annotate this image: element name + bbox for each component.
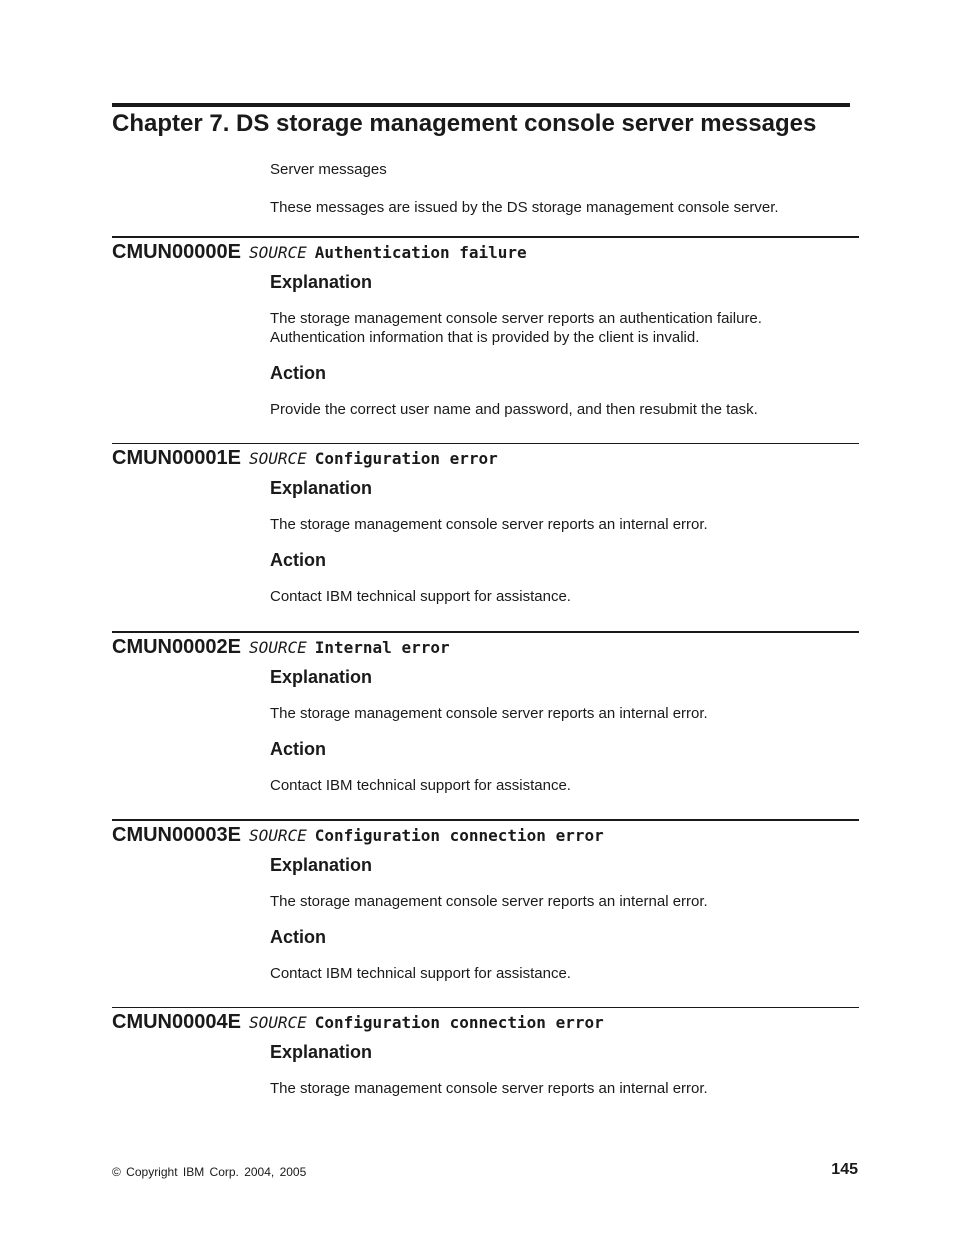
explanation-heading: Explanation (270, 1042, 373, 1062)
explanation-text (270, 515, 859, 534)
message-source: SOURCE (248, 243, 307, 262)
message-rule (112, 443, 859, 444)
explanation-line: The storage management console server reports an internal error. (270, 516, 708, 533)
chapter-title: Chapter 7. DS storage management console server messages (112, 110, 817, 137)
chapter-intro: Server messages (270, 161, 387, 178)
message-header (112, 822, 859, 848)
message-rule (112, 236, 859, 238)
explanation-text (270, 704, 859, 723)
chapter-rule (112, 103, 850, 107)
message-cmun00000e (112, 236, 859, 419)
explanation-line: The storage management console server reports an internal error. (270, 705, 708, 722)
explanation-line: The storage management console server reports an internal error. (270, 893, 708, 910)
action-text: Contact IBM technical support for assistance. (270, 965, 571, 982)
action-heading: Action (270, 739, 326, 759)
explanation-heading: Explanation (270, 478, 373, 498)
footer-copyright: © Copyright IBM Corp. 2004, 2005 (112, 1165, 307, 1179)
chapter-description: These messages are issued by the DS storage management console server. (270, 199, 779, 216)
explanation-heading: Explanation (270, 667, 373, 687)
message-cmun00003e (112, 819, 859, 983)
message-id: CMUN00004E (112, 1011, 241, 1033)
message-source: SOURCE (248, 826, 307, 845)
message-cmun00004e (112, 1007, 859, 1098)
message-cmun00001e (112, 443, 859, 606)
explanation-text (270, 892, 859, 911)
message-text: Configuration connection error (314, 826, 604, 845)
message-text: Authentication failure (314, 243, 527, 262)
message-text: Configuration error (314, 449, 498, 468)
action-heading: Action (270, 927, 326, 947)
message-cmun00002e (112, 631, 859, 795)
message-source: SOURCE (248, 449, 307, 468)
message-header (112, 1009, 859, 1035)
message-rule (112, 819, 859, 821)
action-text: Contact IBM technical support for assistance. (270, 588, 571, 605)
message-rule (112, 631, 859, 633)
message-rule (112, 1007, 859, 1008)
action-text: Provide the correct user name and password, and then resubmit the task. (270, 401, 758, 418)
explanation-text (270, 1079, 859, 1098)
message-header (112, 239, 859, 265)
message-source: SOURCE (248, 638, 307, 657)
message-header (112, 445, 859, 471)
message-id: CMUN00002E (112, 636, 241, 658)
message-id: CMUN00001E (112, 447, 241, 469)
explanation-heading: Explanation (270, 272, 373, 292)
message-text: Internal error (314, 638, 450, 657)
explanation-line: The storage management console server reports an internal error. (270, 1080, 708, 1097)
page-number: 145 (831, 1161, 858, 1178)
explanation-line: The storage management console server reports an authentication failure. (270, 310, 762, 327)
message-source: SOURCE (248, 1013, 307, 1032)
action-heading: Action (270, 550, 326, 570)
message-id: CMUN00000E (112, 241, 241, 263)
explanation-text (270, 309, 859, 347)
message-text: Configuration connection error (314, 1013, 604, 1032)
action-heading: Action (270, 363, 326, 383)
message-id: CMUN00003E (112, 824, 241, 846)
explanation-heading: Explanation (270, 855, 373, 875)
explanation-line: Authentication information that is provided by the client is invalid. (270, 329, 700, 346)
message-header (112, 634, 859, 660)
action-text: Contact IBM technical support for assistance. (270, 777, 571, 794)
